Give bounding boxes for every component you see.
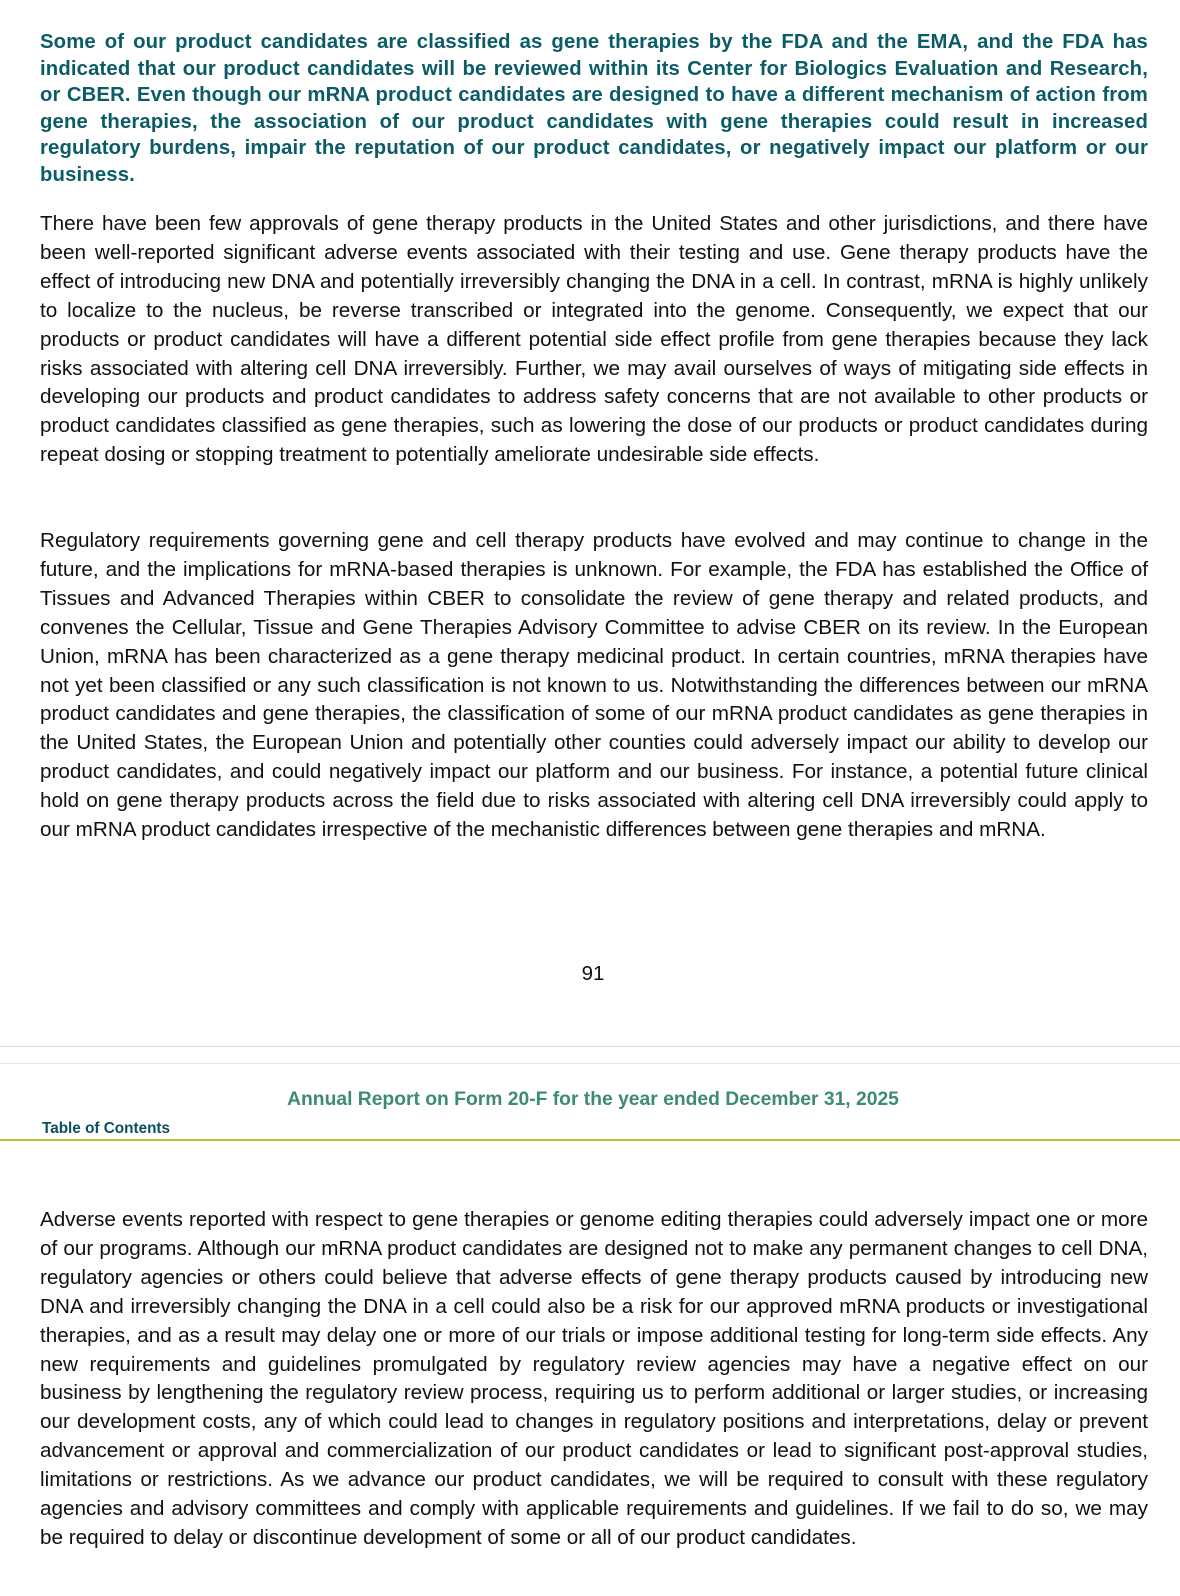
body-paragraph: Regulatory requirements governing gene and cell therapy products have evolved and may continue to change in the future, and the implications for mRNA-based therapies is unknown. For example, the FDA has established the Office of Tissues and Advanced Therapies within CBER to consolidate the review of gene therapy and related products, and convenes the Cellular, Tissue and Gene Therapies Advisory Committee to advise CBER on its review. In the European Union, mRNA has been characterized as a gene therapy medicinal product. In certain countries, mRNA therapies have not yet been classified or any such classification is not known to us. Notwithstanding the differences between our mRNA product candidates and gene therapies, the classification of some of our mRNA product candidates as gene therapies in the United States, the European Union and potentially other counties could adversely impact our ability to develop our product candidates, and could negatively impact our platform and our business. For instance, a potential future clinical hold on gene therapy products across the field due to risks associated with altering cell DNA irreversibly could apply to our mRNA product candidates irrespective of the mechanistic differences between gene therapies and mRNA. [40, 529, 1148, 842]
table-of-contents-link[interactable]: Table of Contents [42, 1120, 171, 1137]
report-header-title: Annual Report on Form 20-F for the year ended December 31, 2025 [287, 1089, 899, 1110]
body-paragraph: There have been few approvals of gene therapy products in the United States and other jurisdictions, and there have been well-reported significant adverse events associated with their testing and use. Gene therapy products have the effect of introducing new DNA and potentially irreversibly changing the DNA in a cell. In contrast, mRNA is highly unlikely to localize to the nucleus, be reverse transcribed or integrated into the genome. Consequently, we expect that our products or product candidates will have a different potential side effect profile from gene therapies because they lack risks associated with altering cell DNA irreversibly. Further, we may avail ourselves of ways of mitigating side effects in developing our products and product candidates to address safety concerns that are not available to other products or product candidates classified as gene therapies, such as lowering the dose of our products or product candidates during repeat dosing or stopping treatment to potentially ameliorate undesirable side effects. [40, 212, 1148, 467]
body-paragraph: Adverse events reported with respect to gene therapies or genome editing therapies could adversely impact one or more of our programs. Although our mRNA product candidates are designed not to make any permanent changes to cell DNA, regulatory agencies or others could believe that adverse effects of gene therapy products caused by introducing new DNA and irreversibly changing the DNA in a cell could also be a risk for our approved mRNA products or investigational therapies, and as a result may delay one or more of our trials or impose additional testing for long-term side effects. Any new requirements and guidelines promulgated by regulatory review agencies may have a negative effect on our business by lengthening the regulatory review process, requiring us to perform additional or larger studies, or increasing our development costs, any of which could lead to changes in regulatory positions and interpretations, delay or prevent advancement or approval and commercialization of our product candidates or lead to significant post-approval studies, limitations or restrictions. As we advance our product candidates, we will be required to consult with these regulatory agencies and advisory committees and comply with applicable requirements and guidelines. If we fail to do so, we may be required to delay or discontinue development of some or all of our product candidates. [40, 1208, 1148, 1549]
section-heading: Some of our product candidates are classified as gene therapies by the FDA and the EMA, and the FDA has indicated that our product candidates will be reviewed within its Center for Biologics Evaluation and Research, or CBER. Even though our mRNA product candidates are designed to have a different mechanism of action from gene therapies, the association of our product candidates with gene therapies could result in increased regulatory burdens, impair the reputation of our product candidates, or negatively impact our platform or our business. [40, 31, 1148, 186]
page-number: 91 [581, 962, 605, 985]
header-rule [0, 1139, 1180, 1141]
page-break-divider [0, 1046, 1180, 1047]
page-break-divider [0, 1063, 1180, 1064]
